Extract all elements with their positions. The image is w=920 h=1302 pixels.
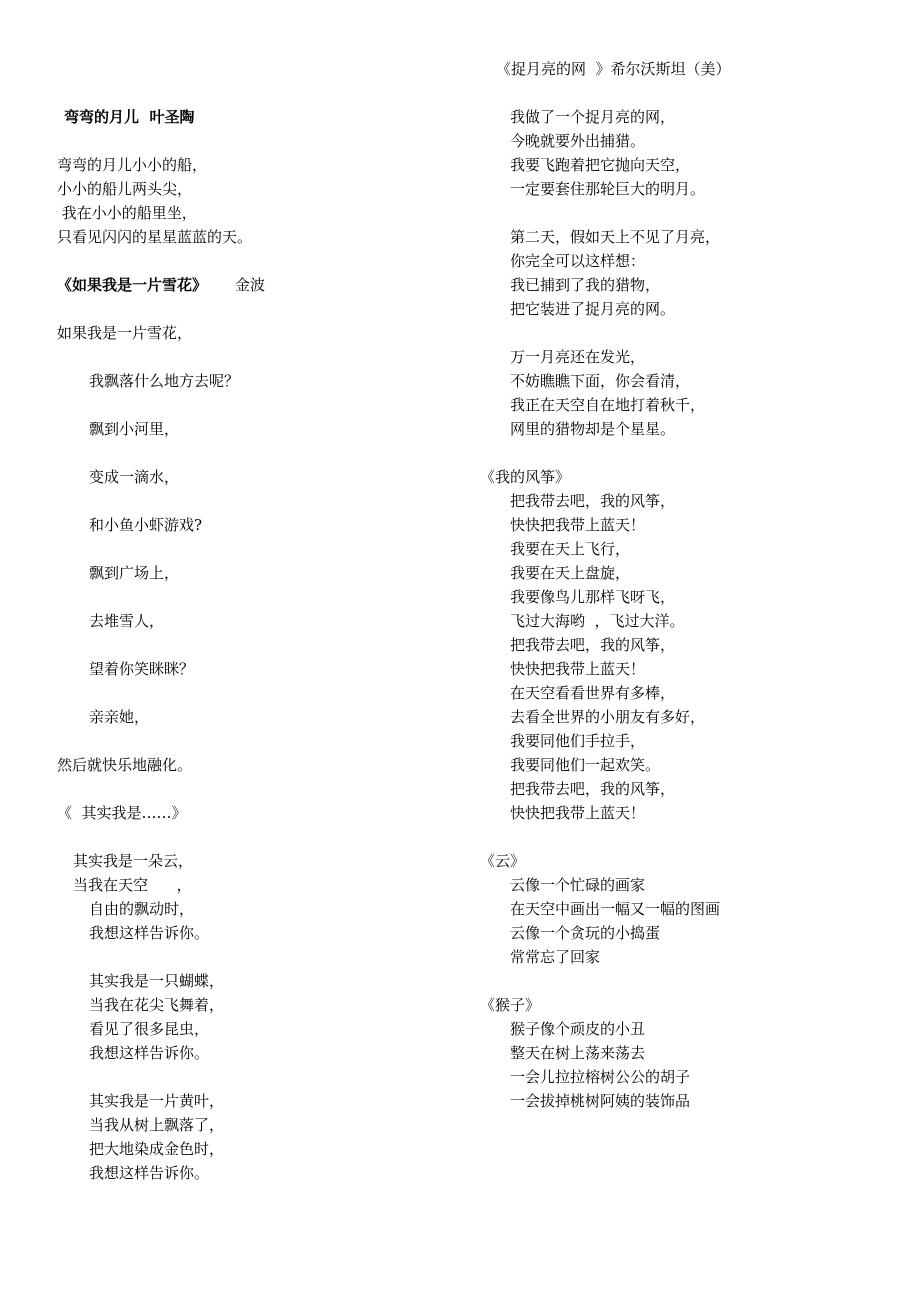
poem-line: 飘到小河里， — [89, 420, 180, 438]
poem-line: 去看全世界的小朋友有多好， — [510, 708, 706, 726]
poem-line: 云像一个忙碌的画家 — [510, 876, 646, 894]
poem-line: 把我带去吧，我的风筝， — [510, 780, 676, 798]
poem-line: 然后就快乐地融化。 — [57, 756, 193, 774]
poem-line: 快快把我带上蓝天！ — [510, 516, 646, 534]
poem-line: 第二天，假如天上不见了月亮， — [510, 228, 721, 246]
poem-line: 一定要套住那轮巨大的明月。 — [510, 180, 706, 198]
poem-title-my-kite: 《我的风筝》 — [480, 468, 571, 486]
poem-line: 万一月亮还在发光， — [510, 348, 646, 366]
poem-line: 其实我是一片黄叶， — [89, 1092, 225, 1110]
poem-line: 快快把我带上蓝天！ — [510, 660, 646, 678]
poem-line: 你完全可以这样想： — [510, 252, 646, 270]
poem-line: 整天在树上荡来荡去 — [510, 1044, 646, 1062]
poem-line: 我要同他们一起欢笑。 — [510, 756, 661, 774]
poem-line: 亲亲她， — [89, 708, 150, 726]
poem-line: 我飘落什么地方去呢？ — [89, 372, 240, 390]
poem-title-monkey: 《猴子》 — [480, 996, 541, 1014]
poem-line: 在天空中画出一幅又一幅的图画 — [510, 900, 721, 918]
poem-line: 我要在天上盘旋， — [510, 564, 631, 582]
poem-title-snowflake: 《如果我是一片雪花》 — [57, 276, 208, 294]
poem-line: 网里的猎物却是个星星。 — [510, 420, 676, 438]
poem-line: 一会儿拉拉榕树公公的胡子 — [510, 1068, 691, 1086]
poem-line: 我想这样告诉你。 — [89, 1044, 210, 1062]
poem-line: 我要在天上飞行， — [510, 540, 631, 558]
poem-line: 我正在天空自在地打着秋千， — [510, 396, 706, 414]
poem-line: 自由的飘动时， — [89, 900, 195, 918]
poem-title-moon-net: 《捉月亮的网 》希尔沃斯坦（美） — [496, 60, 731, 78]
poem-line: 常常忘了回家 — [510, 948, 601, 966]
poem-line: 云像一个贪玩的小捣蛋 — [510, 924, 661, 942]
poem-line: 其实我是一朵云， — [73, 852, 194, 870]
poem-line: 不妨瞧瞧下面，你会看清， — [510, 372, 691, 390]
poem-line: 小小的船儿两头尖， — [57, 180, 193, 198]
poem-line: 我想这样告诉你。 — [89, 924, 210, 942]
poem-line: 我已捕到了我的猎物， — [510, 276, 661, 294]
poem-line: 快快把我带上蓝天！ — [510, 804, 646, 822]
poem-line: 当我从树上飘落了， — [89, 1116, 225, 1134]
poem-line: 我在小小的船里坐， — [57, 204, 197, 222]
poem-line: 弯弯的月儿小小的船， — [57, 156, 208, 174]
poem-title-actually-i-am: 《 其实我是……》 — [57, 804, 187, 822]
poem-line: 去堆雪人， — [89, 612, 165, 630]
poem-line: 只看见闪闪的星星蓝蓝的天。 — [57, 228, 253, 246]
poem-title-cloud: 《云》 — [480, 852, 526, 870]
poem-line: 我要同他们手拉手， — [510, 732, 646, 750]
poem-line: 我想这样告诉你。 — [89, 1164, 210, 1182]
poem-line: 我做了一个捉月亮的网， — [510, 108, 676, 126]
poem-line: 飘到广场上， — [89, 564, 180, 582]
poem-title-crescent-moon: 弯弯的月儿 叶圣陶 — [64, 108, 195, 126]
poem-line: 和小鱼小虾游戏? — [89, 516, 203, 534]
poem-line: 把它装进了捉月亮的网。 — [510, 300, 676, 318]
poem-line: 把我带去吧，我的风筝， — [510, 492, 676, 510]
poem-line: 变成一滴水， — [89, 468, 180, 486]
poem-line: 今晚就要外出捕猎。 — [510, 132, 646, 150]
poem-line: 一会拔掉桃树阿姨的装饰品 — [510, 1092, 691, 1110]
poem-author-snowflake: 金波 — [235, 276, 266, 294]
poem-line: 其实我是一只蝴蝶， — [89, 972, 225, 990]
poem-line: 看见了很多昆虫， — [89, 1020, 210, 1038]
poem-line: 我要像鸟儿那样飞呀飞， — [510, 588, 676, 606]
poem-line: 在天空看看世界有多棒， — [510, 684, 676, 702]
poem-line: 猴子像个顽皮的小丑 — [510, 1020, 646, 1038]
poem-line: 望着你笑眯眯？ — [89, 660, 195, 678]
poem-line: 把大地染成金色时， — [89, 1140, 225, 1158]
poem-line: 把我带去吧，我的风筝， — [510, 636, 676, 654]
poem-line: 我要飞跑着把它抛向天空， — [510, 156, 691, 174]
poem-line: 当我在花尖飞舞着， — [89, 996, 225, 1014]
poem-line: 如果我是一片雪花， — [57, 324, 193, 342]
poem-line: 飞过大海哟 ，飞过大洋。 — [510, 612, 685, 630]
poem-line: 当我在天空 ， — [73, 876, 192, 894]
